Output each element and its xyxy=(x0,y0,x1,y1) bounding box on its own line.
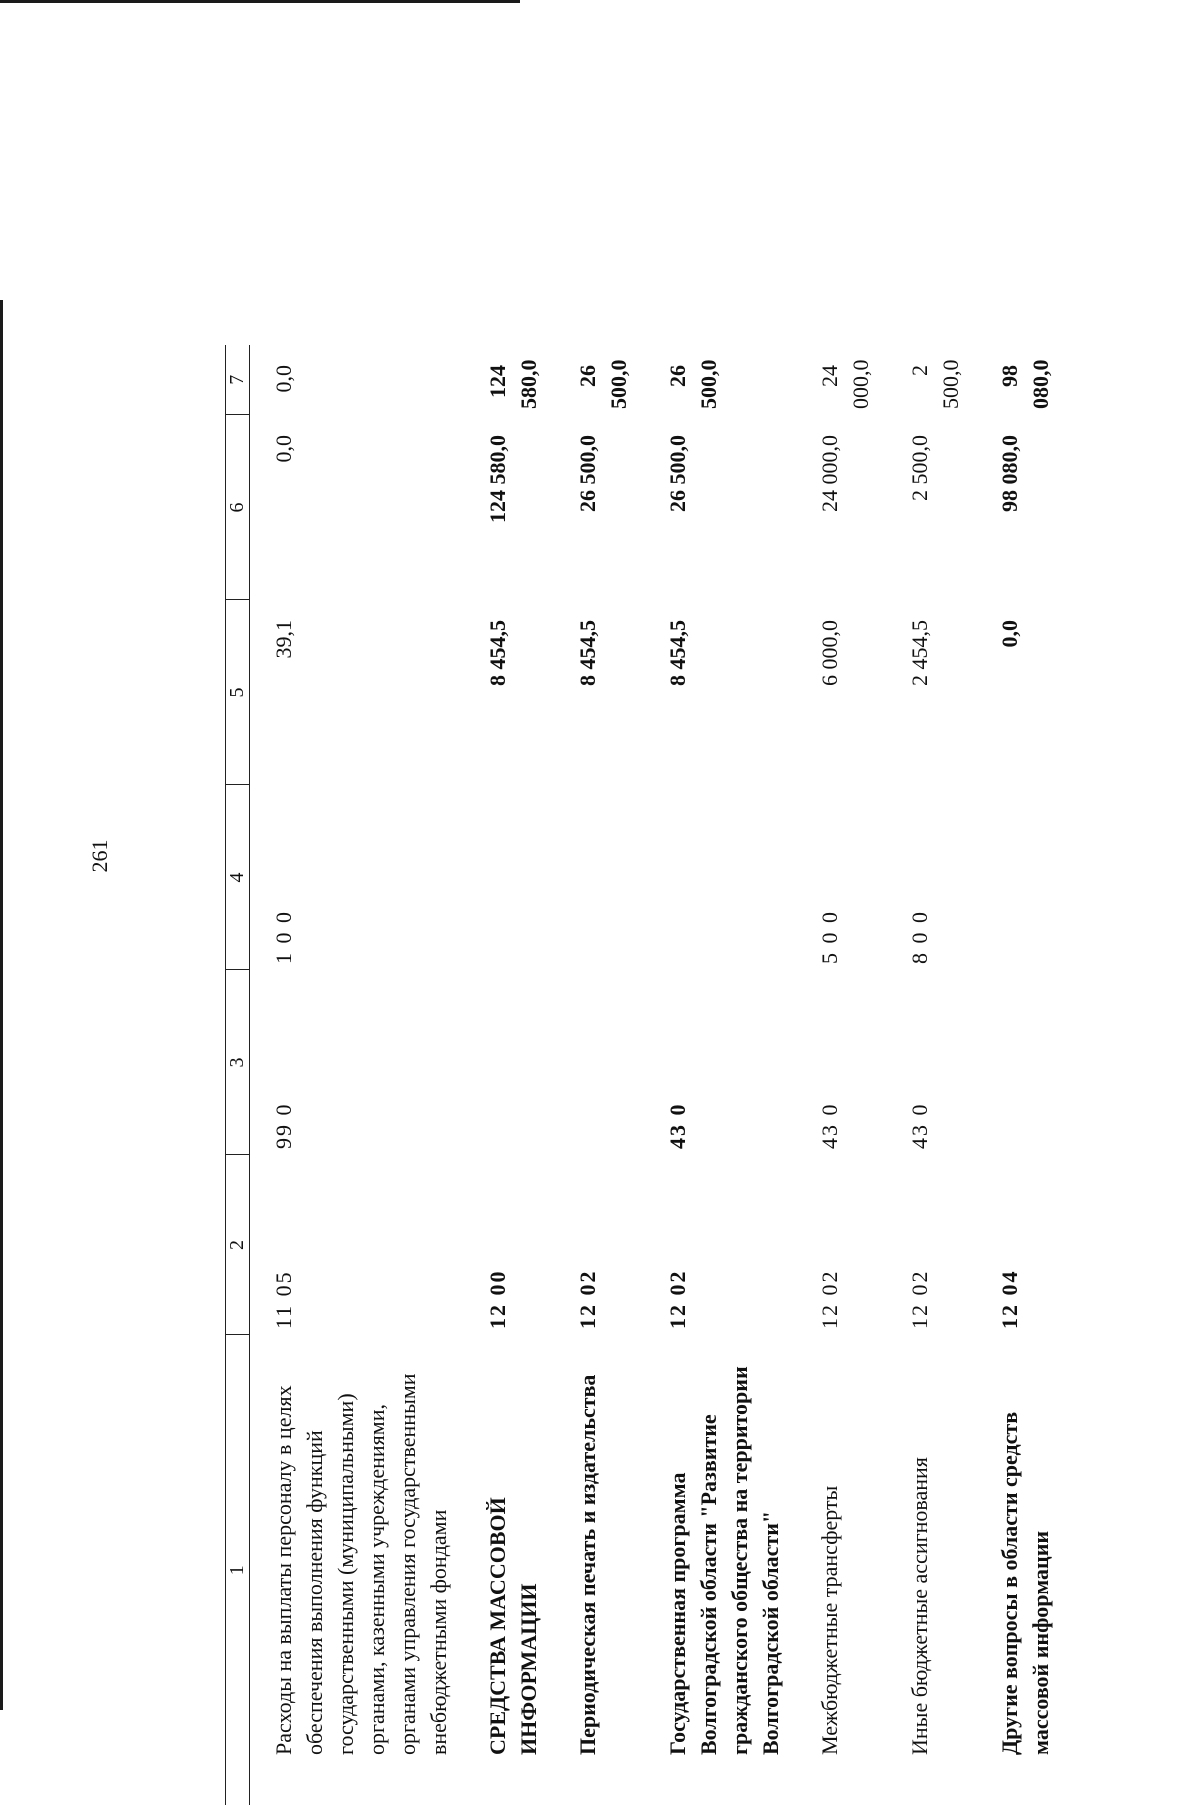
cell-v7: 98 080,0 xyxy=(997,359,1053,409)
cell-csr: 43 0 xyxy=(817,1102,842,1149)
column-header: 6 xyxy=(226,415,250,600)
cell-v5: 39,1 xyxy=(271,620,296,659)
cell-razdel: 12 00 xyxy=(485,1269,510,1329)
cell-razdel: 12 04 xyxy=(997,1269,1022,1329)
table-row xyxy=(994,345,1084,1805)
table-row xyxy=(814,345,904,1805)
cell-v7: 124 580,0 xyxy=(485,359,541,409)
cell-vr xyxy=(572,785,662,970)
budget-table-container xyxy=(225,345,1055,1805)
cell-razdel: 11 05 xyxy=(271,1270,296,1329)
cell-vr: 1 0 0 xyxy=(271,910,296,964)
cell-razdel: 12 02 xyxy=(665,1269,690,1329)
cell-v6: 98 080,0 xyxy=(997,435,1022,512)
table-row xyxy=(482,345,572,1805)
cell-v5: 8 454,5 xyxy=(665,620,690,686)
cell-v6: 24 000,0 xyxy=(817,435,842,512)
cell-v6: 26 500,0 xyxy=(665,435,690,512)
cell-vr: 8 0 0 xyxy=(907,910,932,964)
cell-csr xyxy=(994,970,1084,1155)
cell-name: Расходы на выплаты персоналу в целях обеспечения выполнения функций государственными (муниципальными) органами, казенными учреждениями, органами управления государственными внебюджетными фондами xyxy=(271,1373,451,1755)
cell-name: СРЕДСТВА МАССОВОЙ ИНФОРМАЦИИ xyxy=(485,1497,541,1755)
cell-vr: 5 0 0 xyxy=(817,910,842,964)
cell-name: Периодическая печать и издательства xyxy=(575,1374,600,1755)
scan-top-edge xyxy=(0,0,520,3)
cell-csr: 99 0 xyxy=(271,1102,296,1149)
cell-v7: 0,0 xyxy=(271,365,296,393)
cell-csr: 43 0 xyxy=(665,1102,690,1149)
column-header: 3 xyxy=(226,970,250,1155)
table-row xyxy=(572,345,662,1805)
cell-v6: 2 500,0 xyxy=(907,435,932,501)
cell-v5: 0,0 xyxy=(997,620,1022,648)
column-header: 7 xyxy=(226,345,250,415)
cell-v5: 6 000,0 xyxy=(817,620,842,686)
cell-v7: 24 000,0 xyxy=(817,359,873,409)
cell-csr xyxy=(572,970,662,1155)
table-row xyxy=(250,345,483,1805)
cell-razdel: 12 02 xyxy=(575,1269,600,1329)
page-number: 261 xyxy=(87,839,112,873)
cell-name: Межбюджетные трансферты xyxy=(817,1485,842,1755)
header-row xyxy=(226,345,250,1805)
cell-vr xyxy=(662,785,814,970)
cell-razdel: 12 02 xyxy=(907,1269,932,1329)
cell-name: Другие вопросы в области средств массовой информации xyxy=(997,1411,1053,1755)
cell-v6: 26 500,0 xyxy=(575,435,600,512)
cell-v7: 2 500,0 xyxy=(907,359,963,409)
column-header: 4 xyxy=(226,785,250,970)
table-row xyxy=(904,345,994,1805)
cell-name: Государственная программа Волгоградской области "Развитие гражданского общества на территории Волгоградской области" xyxy=(665,1366,783,1755)
cell-vr xyxy=(482,785,572,970)
table-row xyxy=(662,345,814,1805)
cell-v5: 8 454,5 xyxy=(485,620,510,686)
budget-table xyxy=(225,345,1084,1805)
cell-name: Иные бюджетные ассигнования xyxy=(907,1457,932,1755)
column-header: 1 xyxy=(226,1335,250,1805)
column-header: 5 xyxy=(226,600,250,785)
cell-v5: 8 454,5 xyxy=(575,620,600,686)
scan-left-edge xyxy=(0,300,3,1710)
table-body xyxy=(250,345,1085,1805)
cell-razdel: 12 02 xyxy=(817,1269,842,1329)
cell-v6: 0,0 xyxy=(271,435,296,463)
cell-v7: 26 500,0 xyxy=(575,359,631,409)
cell-v5: 2 454,5 xyxy=(907,620,932,686)
cell-v6: 124 580,0 xyxy=(485,435,510,523)
cell-v7: 26 500,0 xyxy=(665,359,721,409)
cell-csr xyxy=(482,970,572,1155)
cell-vr xyxy=(994,785,1084,970)
cell-csr: 43 0 xyxy=(907,1102,932,1149)
column-header: 2 xyxy=(226,1155,250,1335)
